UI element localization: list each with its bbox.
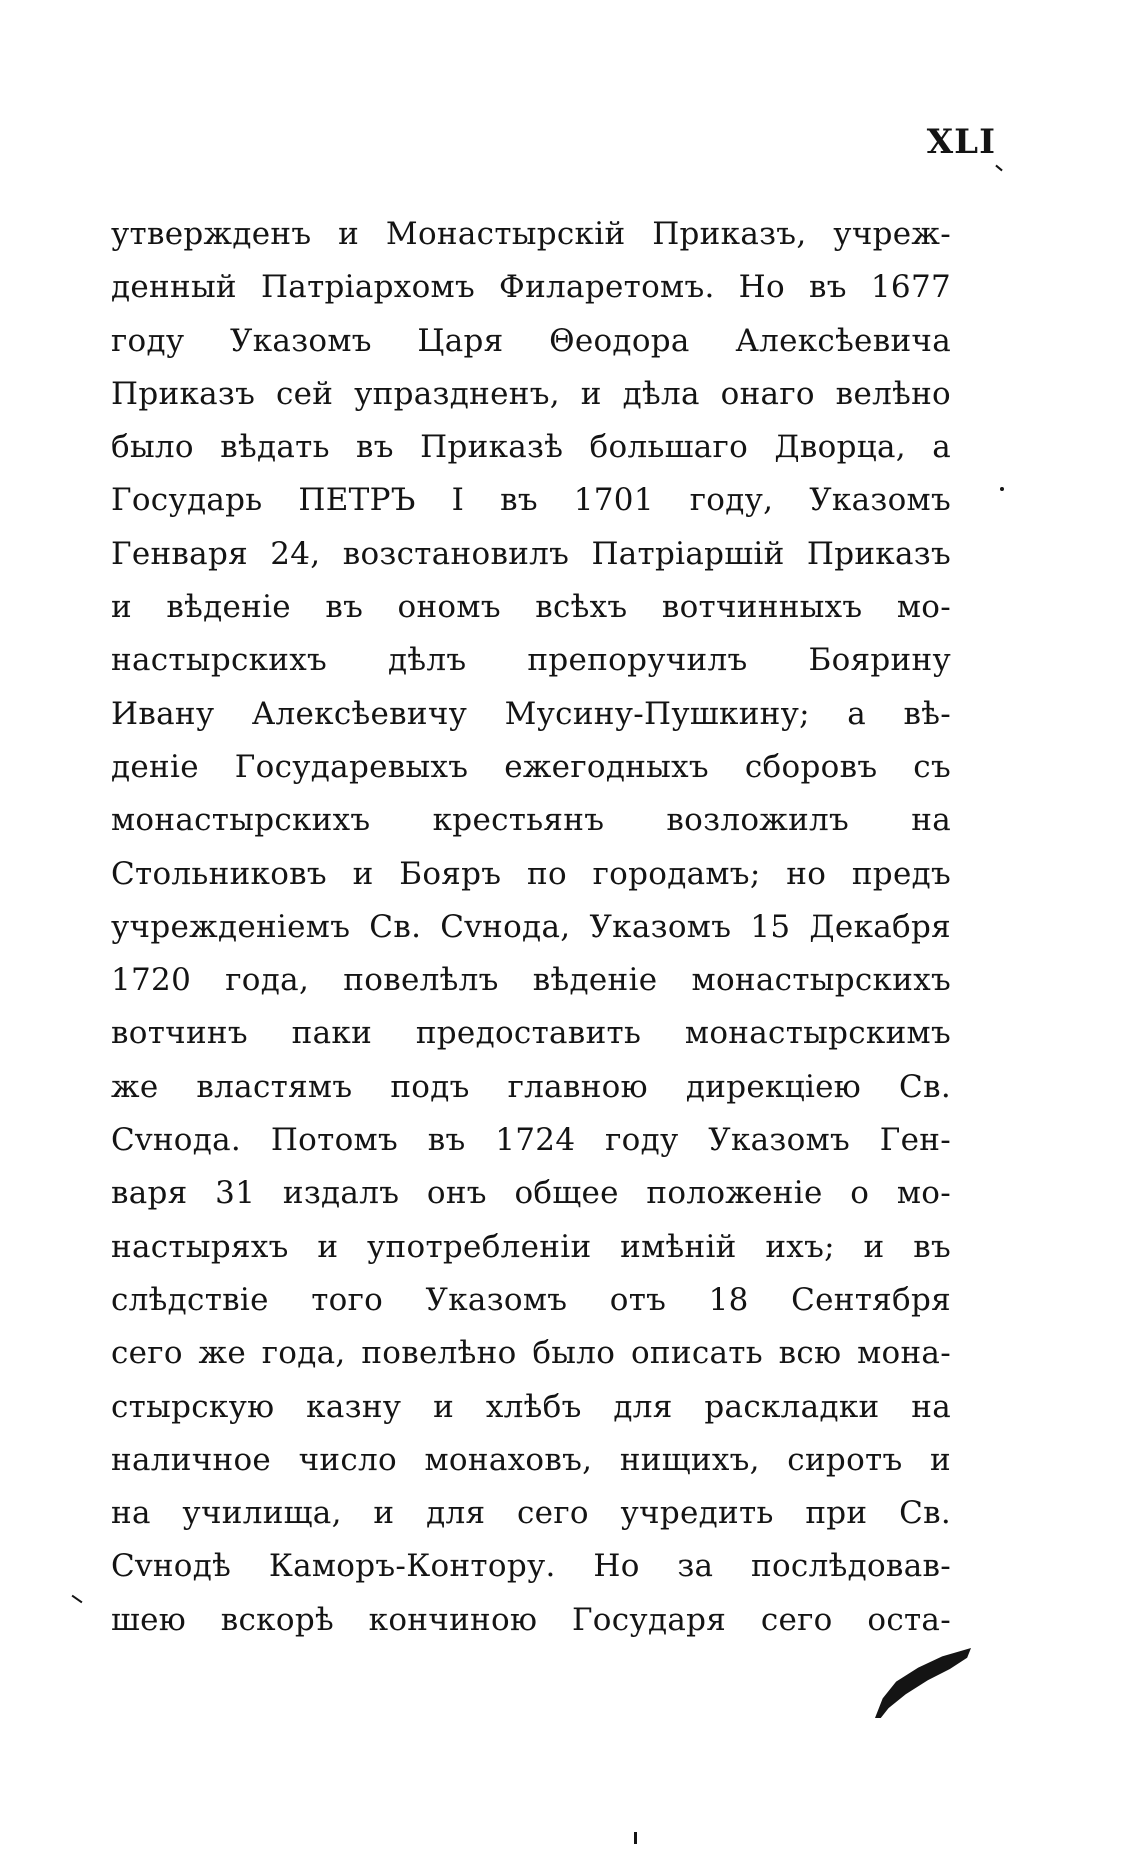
text-line: 1720 года, повелѣлъ вѣденіе монастырскихъ [111,962,951,999]
text-line: деніе Государевыхъ ежегодныхъ сборовъ съ [111,748,951,785]
scan-mark [1000,487,1004,491]
text-line: шею вскорѣ кончиною Государя сего оста- [111,1601,951,1638]
text-line: было вѣдать въ Приказѣ большаго Дворца, а [111,429,951,466]
text-line: Стольниковъ и Бояръ по городамъ; но предъ [111,855,951,892]
ink-smudge [875,1648,971,1718]
text-line: стырскую казну и хлѣбъ для раскладки на [111,1388,951,1425]
text-line: Сvнода. Потомъ въ 1724 году Указомъ Ген- [111,1122,951,1159]
text-line: настырскихъ дѣлъ препоручилъ Боярину [111,642,951,679]
text-line: сего же года, повелѣно было описать всю мона- [111,1335,951,1372]
text-line: и вѣденіе въ ономъ всѣхъ вотчинныхъ мо- [111,589,951,626]
text-line: Государь ПЕТРЪ I въ 1701 году, Указомъ [111,482,951,519]
text-line: Сvнодѣ Каморъ-Контору. Но за послѣдовав- [111,1548,951,1585]
body-text [111,208,951,1647]
page-number: XLI [926,122,996,162]
text-line: вотчинъ паки предоставить монастырскимъ [111,1015,951,1052]
text-line: Ивану Алексѣевичу Мусину-Пушкину; а вѣ- [111,695,951,732]
text-line: Генваря 24, возстановилъ Патріаршій Приказъ [111,535,951,572]
text-line: учрежденіемъ Св. Сvнода, Указомъ 15 Декабря [111,908,951,945]
text-line: наличное число монаховъ, нищихъ, сиротъ и [111,1441,951,1478]
scan-mark [72,1595,83,1604]
text-line: монастырскихъ крестьянъ возложилъ на [111,802,951,839]
text-line: году Указомъ Царя Θеодора Алексѣевича [111,322,951,359]
text-line: же властямъ подъ главною дирекціею Св. [111,1068,951,1105]
text-line: денный Патріархомъ Филаретомъ. Но въ 1677 [111,269,951,306]
text-line: слѣдствіе того Указомъ отъ 18 Сентября [111,1281,951,1318]
text-line: утвержденъ и Монастырскій Приказъ, учреж- [111,216,951,252]
text-line: настыряхъ и употребленіи имѣній ихъ; и въ [111,1228,951,1265]
scan-mark [634,1832,637,1844]
text-line: на училища, и для сего учредить при Св. [111,1495,951,1532]
text-line: Приказъ сей упраздненъ, и дѣла онаго велѣно [111,375,951,412]
scan-mark [995,165,1002,172]
text-line: варя 31 издалъ онъ общее положеніе о мо- [111,1175,951,1212]
